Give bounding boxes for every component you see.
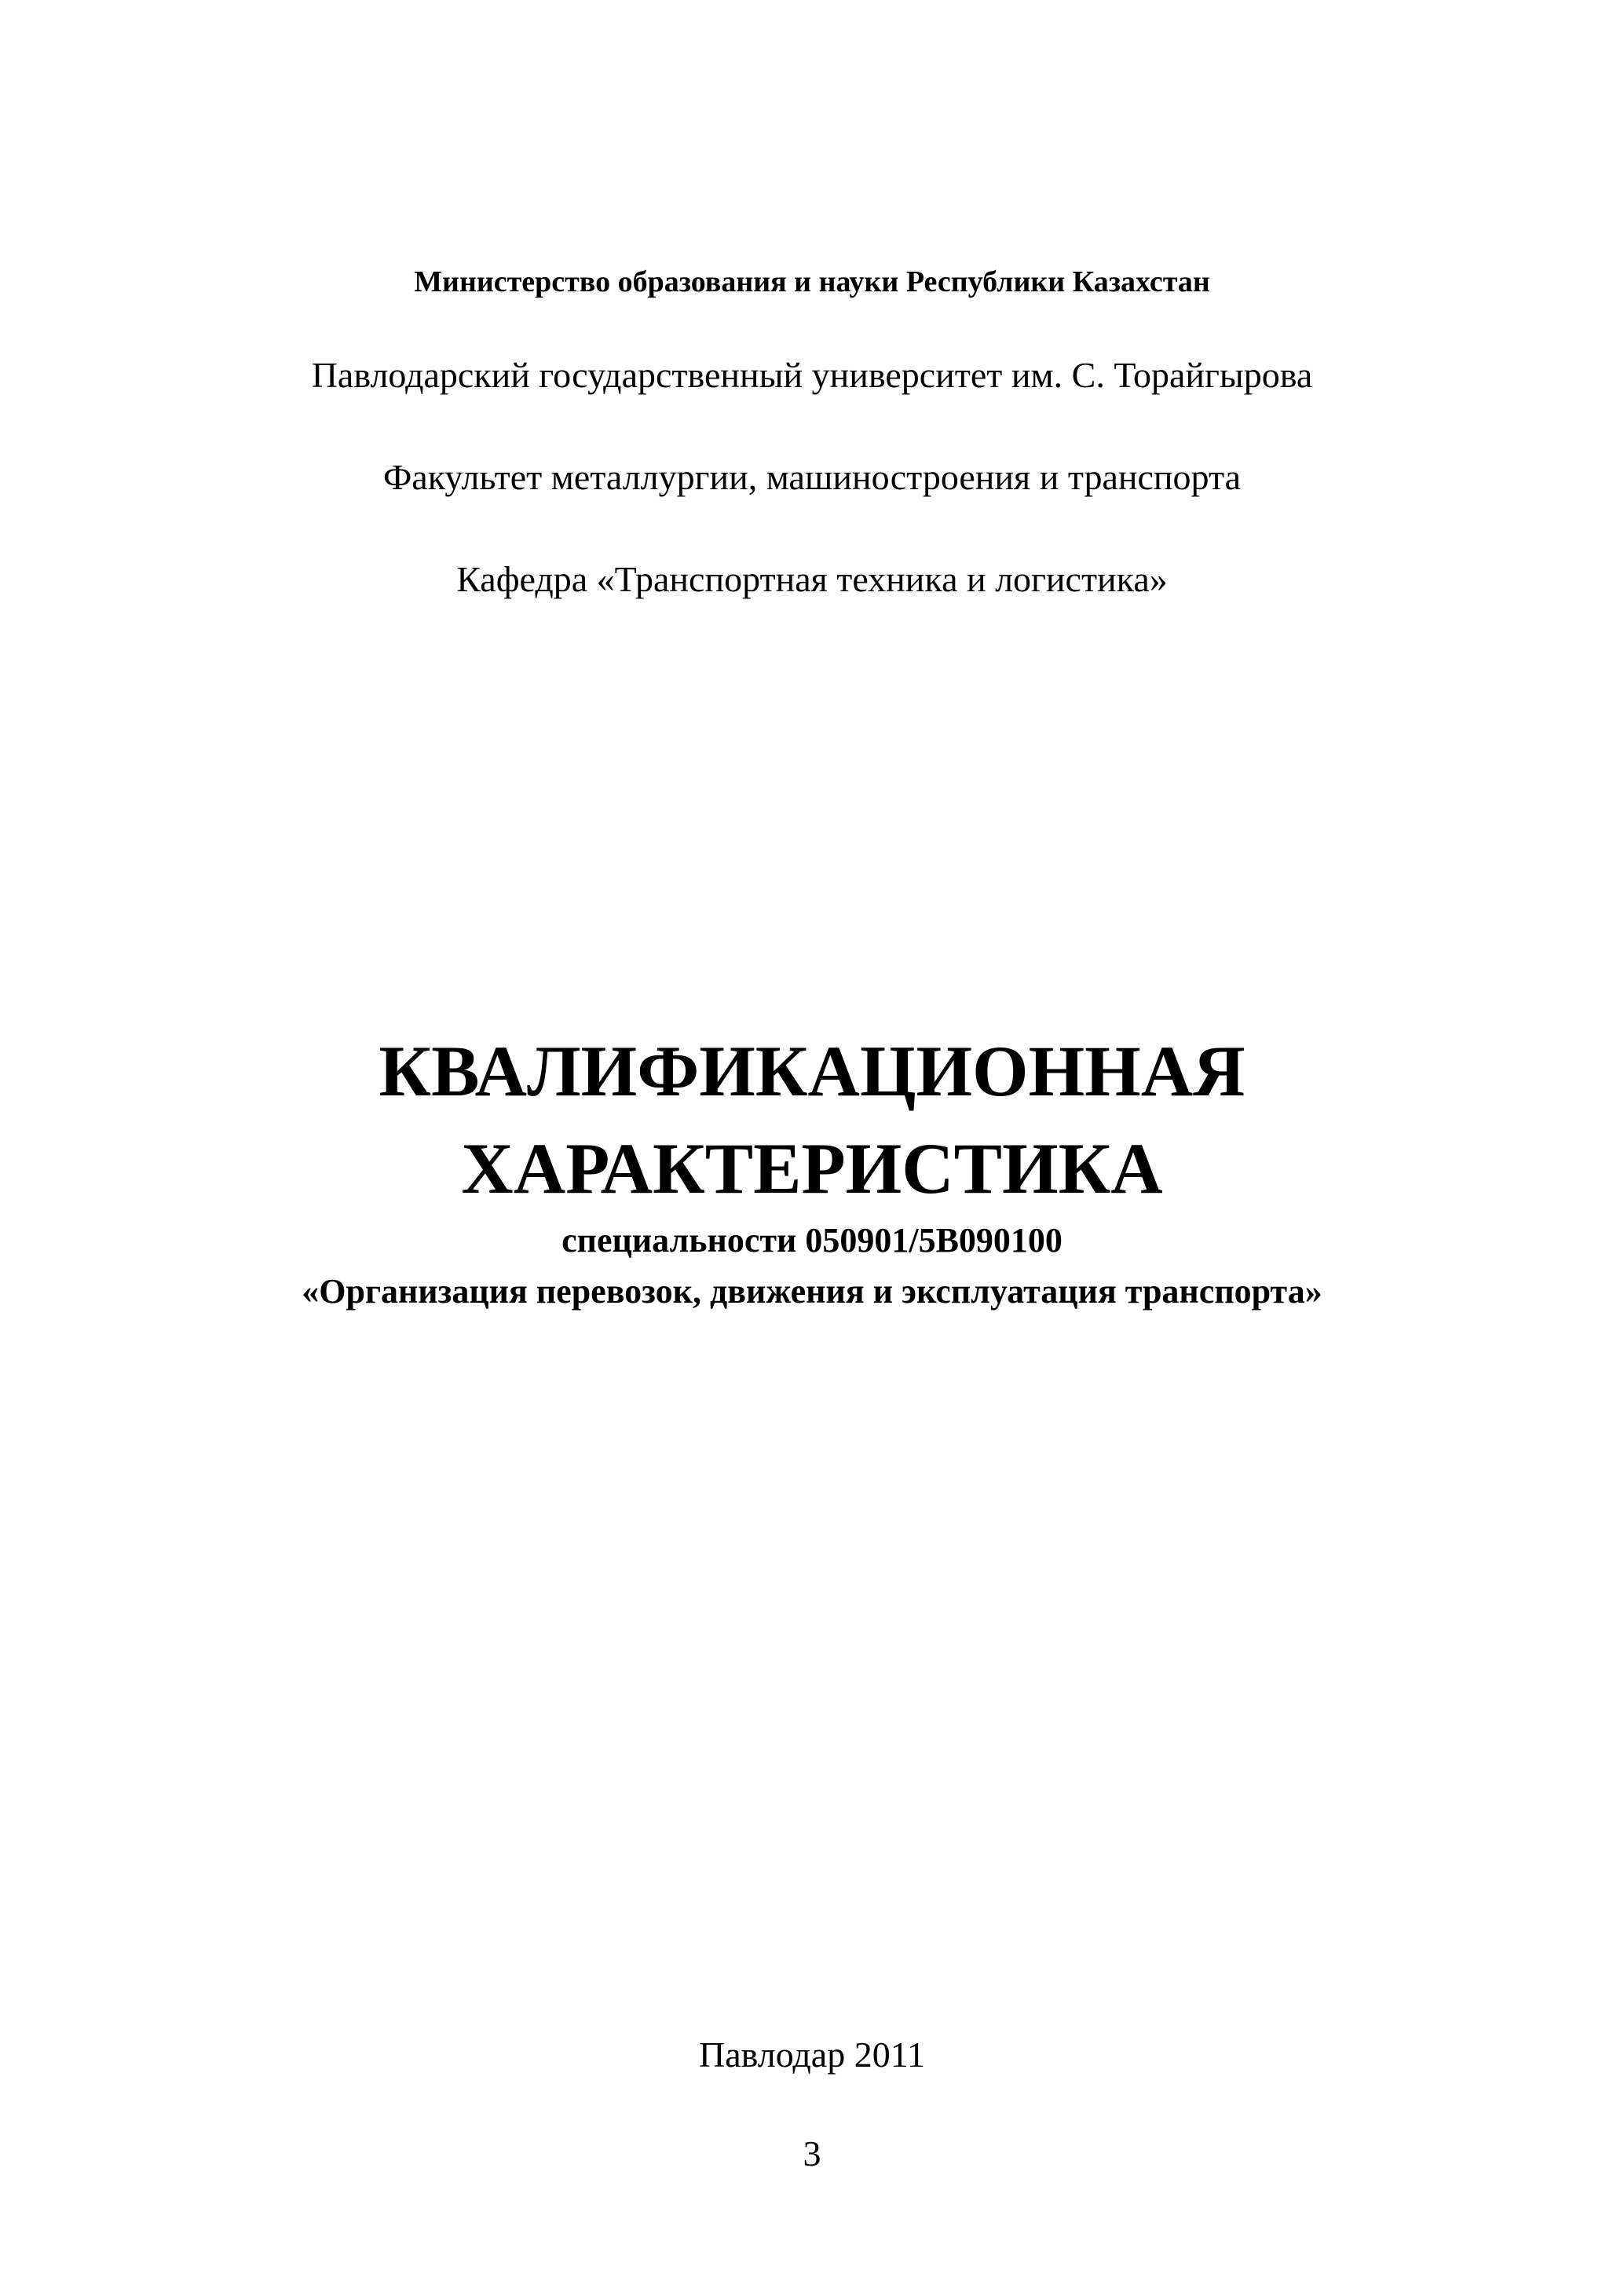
page-number: 3 — [803, 2133, 821, 2174]
program-name: «Организация перевозок, движения и эксплуатация транспорта» — [302, 1272, 1322, 1311]
document-title-line-1: КВАЛИФИКАЦИОННАЯ — [379, 1031, 1245, 1111]
city-and-year: Павлодар 2011 — [699, 2035, 925, 2075]
university-name: Павлодарский государственный университет им. С. Торайгырова — [311, 355, 1313, 395]
faculty-name: Факультет металлургии, машиностроения и транспорта — [382, 457, 1242, 497]
specialty-code: специальности 050901/5В090100 — [561, 1221, 1063, 1260]
department-name: Кафедра «Транспортная техника и логистика» — [456, 559, 1168, 599]
ministry-name: Министерство образования и науки Республики Казахстан — [414, 265, 1210, 298]
document-title-line-2: ХАРАКТЕРИСТИКА — [461, 1128, 1163, 1208]
